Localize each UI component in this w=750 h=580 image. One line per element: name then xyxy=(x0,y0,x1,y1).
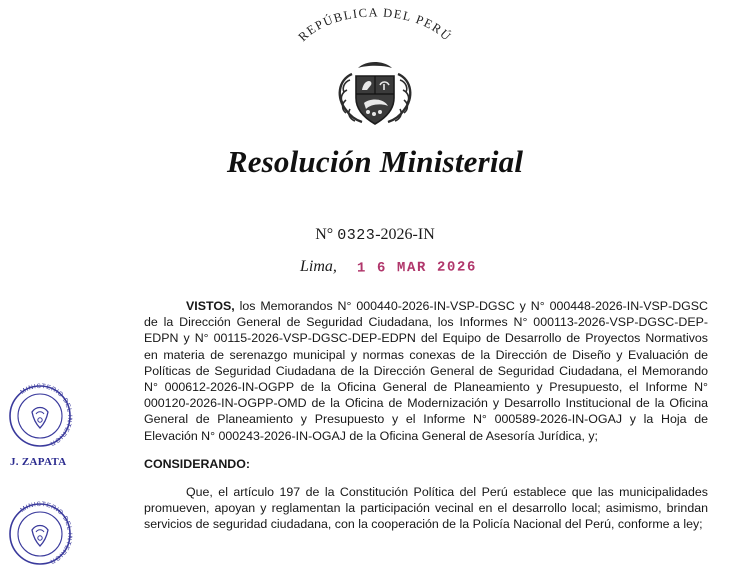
svg-text:REPÚBLICA DEL PERÚ xyxy=(296,6,455,44)
republic-arc-text xyxy=(290,6,460,50)
vistos-text: los Memorandos N° 000440-2026-IN-VSP-DGSC y N° 000448-2026-IN-VSP-DGSC de la Dirección General de Seguridad Ciudadana, los Informes N° 000113-2026-VSP-DGSC-DEP-EDPN y N° 00115-2026-VSP-DGSC-DEP-EDPN del Equipo de Desarrollo de Proyectos Normativos en materia de serenazgo municipal y normas conexas de la Dirección de Diseño y Evaluación de Políticas de Seguridad Ciudadana de la Dirección General de Seguridad Ciudadana, el Memorando N° 000612-2026-IN-OGPP de la Oficina General de Planeamiento y Presupuesto, el Informe N° 000120-2026-IN-OGPP-OMD de la Oficina de Modernización y Desarrollo Institucional de la Oficina General de Planeamiento y Presupuesto y el Informe N° 000589-2026-IN-OGAJ y la Hoja de Elevación N° 000243-2026-IN-OGAJ de la Oficina General de Asesoría Jurídica, y; xyxy=(144,299,708,443)
considerando-paragraph: Que, el artículo 197 de la Constitución Política del Perú establece que las municipalidades promueven, apoyan y reglamentan la participación vecinal en el desarrollo local; asimismo, brindan servicios de seguridad ciudadana, con la cooperación de la Policía Nacional del Perú, conforme a ley; xyxy=(144,485,708,532)
vistos-keyword: VISTOS, xyxy=(186,299,235,313)
seal-ring-text: MINISTERIO DEL INTERIOR xyxy=(19,382,74,448)
document-body xyxy=(144,298,708,545)
seal-signature-caption: J. ZAPATA xyxy=(10,456,67,468)
page-title: Resolución Ministerial xyxy=(226,144,524,179)
document-number-suffix: -2026-IN xyxy=(375,226,435,243)
ministerio-del-interior-seal-top xyxy=(2,378,78,454)
vistos-paragraph xyxy=(144,298,708,444)
document-number-prefix: N° xyxy=(315,226,334,243)
place-and-date xyxy=(300,258,477,276)
place-label: Lima, xyxy=(300,258,337,275)
peru-coat-of-arms-icon xyxy=(332,46,418,138)
date-stamp: 1 6 MAR 2026 xyxy=(356,259,478,277)
republic-arc-label: REPÚBLICA DEL PERÚ xyxy=(295,6,455,45)
seal-ring-text: MINISTERIO DEL INTERIOR xyxy=(19,500,74,566)
considerando-heading: CONSIDERANDO: xyxy=(144,456,251,471)
document-number-value: 0323 xyxy=(337,227,376,244)
ministerio-del-interior-seal-bottom xyxy=(2,496,78,572)
document-number xyxy=(0,226,750,244)
document-header xyxy=(0,6,750,138)
